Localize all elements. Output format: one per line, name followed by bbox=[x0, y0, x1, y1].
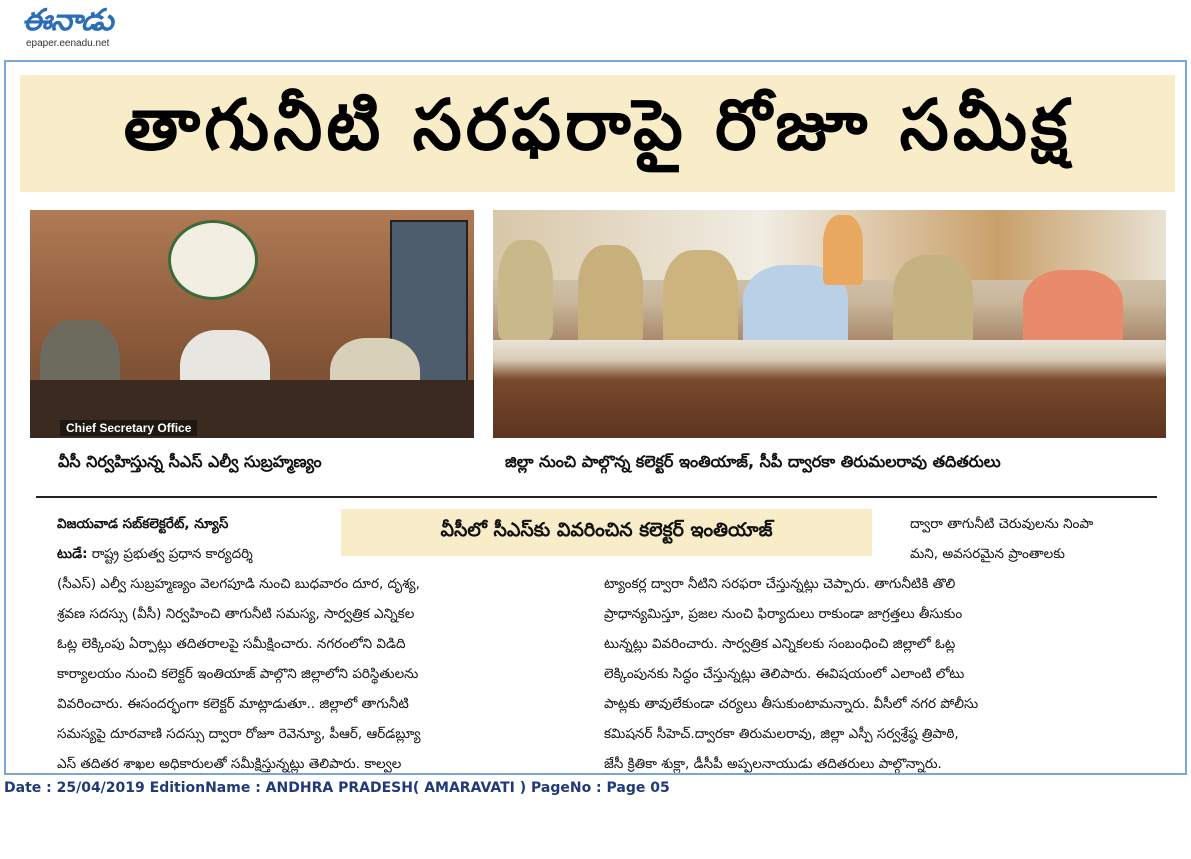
photo-chief-secretary-vc bbox=[30, 210, 474, 438]
text-line: (సీఎస్‌) ఎల్వీ సుబ్రహ్మణ్యం వెలగపూడి నుంచి బుధవారం దూర, దృశ్య, bbox=[57, 576, 420, 592]
text-line: సమస్యపై దూరవాణి సదస్సు ద్వారా రోజూ రెవెన్యూ, పీఆర్‌, ఆర్‌డబ్ల్యూ bbox=[57, 726, 421, 742]
dateline: విజయవాడ సబ్‌కలెక్టరేట్‌, న్యూస్‌ bbox=[57, 516, 229, 532]
text-line: టుడే: రాష్ట్ర ప్రభుత్వ ప్రధాన కార్యదర్శి bbox=[57, 546, 253, 562]
person-figure bbox=[1023, 270, 1123, 350]
subheadline-banner bbox=[341, 509, 872, 556]
text-line: ద్వారా తాగునీటి చెరువులను నింపా bbox=[910, 516, 1094, 532]
conference-table bbox=[493, 340, 1166, 438]
person-figure bbox=[893, 255, 973, 350]
text-line: ఓట్ల లెక్కింపు ఏర్పాట్లు తదితరాలపై సమీక్షించారు. నగరంలోని విడిది bbox=[57, 636, 406, 652]
text-line: జేసీ క్రితికా శుక్లా, డీసీపీ అప్పలనాయుడు తదితరులు పాల్గొన్నారు. bbox=[604, 756, 942, 772]
article-subheadline: వీసీలో సీఎస్‌కు వివరించిన కలెక్టర్‌ ఇంతియాజ్‌ bbox=[440, 519, 773, 541]
article-headline: తాగునీటి సరఫరాపై రోజూ సమీక్ష bbox=[123, 84, 1072, 166]
article-column-right-top bbox=[910, 509, 1093, 569]
text-line: టున్నట్లు వివరించారు. సార్వత్రిక ఎన్నికలకు సంబంధించి జిల్లాలో ఓట్ల bbox=[604, 636, 956, 652]
person-figure bbox=[498, 240, 553, 340]
text-line: ట్యాంకర్ల ద్వారా నీటిని సరఫరా చేస్తున్నట్లు చెప్పారు. తాగునీటికి తొలి bbox=[604, 576, 956, 592]
logo-site-url: epaper.eenadu.net bbox=[26, 38, 110, 49]
photo-overlay-label: Chief Secretary Office bbox=[60, 420, 197, 436]
person-figure bbox=[578, 245, 643, 345]
section-divider bbox=[36, 496, 1157, 498]
text-line: పాట్లకు తావులేకుండా చర్యలు తీసుకుంటామన్నారు. వీసీలో నగర పోలీసు bbox=[604, 696, 979, 712]
text-line: కమిషనర్‌ సీహెచ్‌.ద్వారకా తిరుమలరావు, జిల్లా ఎస్పీ సర్వశ్రేష్ఠ త్రిపాఠి, bbox=[604, 726, 959, 742]
text-line: శ్రవణ సదస్సు (వీసీ) నిర్వహించి తాగునీటి సమస్య, సార్వత్రిక ఎన్నికల bbox=[57, 606, 415, 622]
logo-text: ఈనాడు bbox=[22, 3, 113, 38]
dateline-end: టుడే: bbox=[57, 546, 88, 562]
text-line: మని, అవసరమైన ప్రాంతాలకు bbox=[910, 546, 1065, 562]
photo-caption-left: వీసీ నిర్వహిస్తున్న సీఎస్‌ ఎల్వీ సుబ్రహ్మణ్యం bbox=[58, 452, 322, 471]
headline-banner bbox=[20, 75, 1175, 192]
text-line: కార్యాలయం నుంచి కలెక్టర్‌ ఇంతియాజ్‌ పాల్గొని జిల్లాలోని పరిస్థితులను bbox=[57, 666, 419, 682]
person-figure bbox=[663, 250, 738, 350]
state-emblem-icon bbox=[168, 220, 258, 300]
edition-footer: Date : 25/04/2019 EditionName : ANDHRA PRADESH( AMARAVATI ) PageNo : Page 05 bbox=[4, 780, 670, 796]
article-column-right bbox=[604, 569, 978, 779]
text-line: ప్రాధాన్యమిస్తూ, ప్రజల నుంచి ఫిర్యాదులు రాకుండా జాగ్రత్తలు తీసుకుం bbox=[604, 606, 963, 622]
text-line: వివరించారు. ఈసందర్భంగా కలెక్టర్‌ మాట్లాడుతూ.. జిల్లాలో తాగునీటి bbox=[57, 696, 409, 712]
text-line: ఎస్‌ తదితర శాఖల అధికారులతో సమీక్షిస్తున్నట్లు తెలిపారు. కాల్వల bbox=[57, 756, 402, 772]
eenadu-logo[interactable] bbox=[22, 4, 152, 54]
photo-caption-right: జిల్లా నుంచి పాల్గొన్న కలెక్టర్‌ ఇంతియాజ్‌, సీపీ ద్వారకా తిరుమలరావు తదితరులు bbox=[505, 452, 1001, 471]
text-line: లెక్కింపునకు సిద్ధం చేస్తున్నట్లు తెలిపారు. ఈవిషయంలో ఎలాంటి లోటు bbox=[604, 666, 965, 682]
person-figure bbox=[823, 215, 863, 285]
photo-collector-meeting bbox=[493, 210, 1166, 438]
